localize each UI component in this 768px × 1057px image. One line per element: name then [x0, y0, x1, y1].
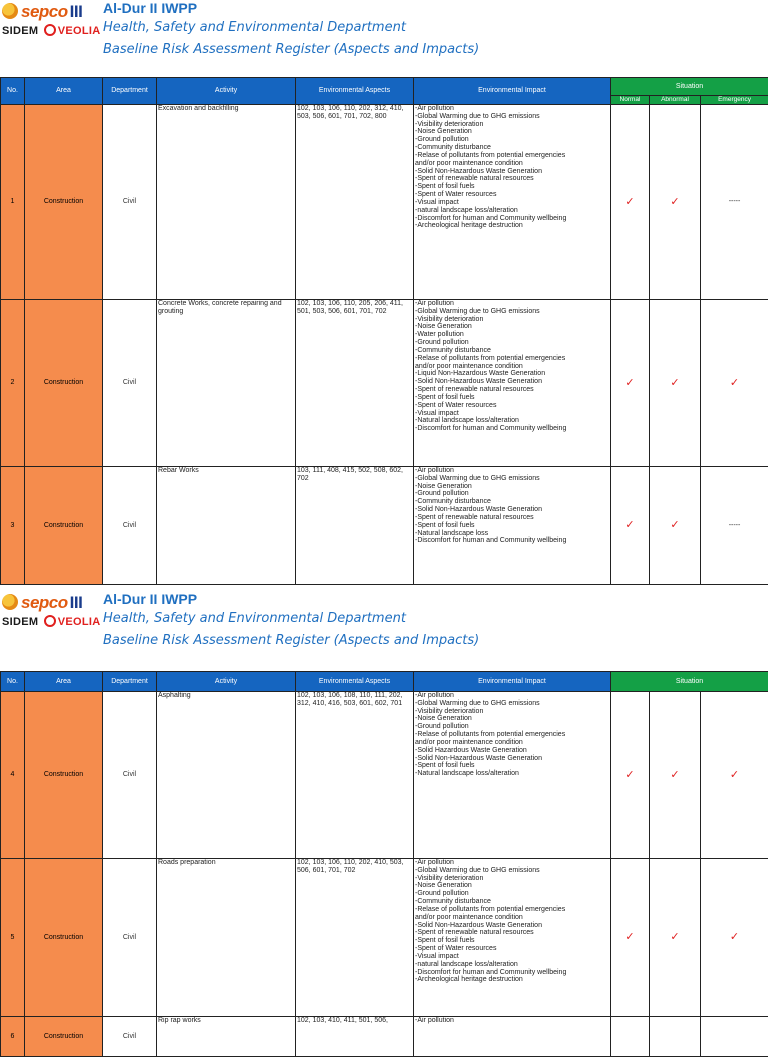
table-row	[1, 692, 768, 859]
abnormal-situation-cell: ✓	[650, 859, 701, 1017]
table-row	[1, 859, 768, 1017]
activity-cell: Asphalting	[157, 692, 296, 859]
impact-cell	[414, 105, 611, 300]
impact-line: -Ground pollution	[415, 723, 610, 731]
row-number: 1	[1, 105, 25, 300]
col-area: Area	[25, 672, 103, 692]
sun-icon	[2, 3, 18, 19]
impact-line: -Visual impact	[415, 410, 610, 418]
aspects-cell: 102, 103, 106, 108, 110, 111, 202, 312, 410, 416, 503, 601, 602, 701	[296, 692, 414, 859]
normal-situation-cell	[611, 1017, 650, 1057]
col-emergency: Emergency	[701, 96, 768, 105]
impact-line: -Discomfort for human and Community wellbeing	[415, 969, 610, 977]
table-row	[1, 300, 768, 467]
normal-situation-cell: ✓	[611, 692, 650, 859]
impact-line: -Relase of pollutants from potential emergencies	[415, 152, 610, 160]
col-normal: Normal	[611, 96, 650, 105]
table-row	[1, 105, 768, 300]
impact-line: -Air pollution	[415, 692, 610, 700]
impact-line: -Visual impact	[415, 953, 610, 961]
impact-line: -Spent of renewable natural resources	[415, 386, 610, 394]
impact-line: -Noise Generation	[415, 323, 610, 331]
abnormal-situation-cell: ✓	[650, 105, 701, 300]
impact-line: -Ground pollution	[415, 490, 610, 498]
row-number: 5	[1, 859, 25, 1017]
impact-line: -Ground pollution	[415, 339, 610, 347]
row-number: 2	[1, 300, 25, 467]
impact-line: -Spent of Water resources	[415, 945, 610, 953]
impact-line: -Solid Non-Hazardous Waste Generation	[415, 922, 610, 930]
table-row	[1, 467, 768, 585]
emergency-situation-cell: -----	[701, 105, 768, 300]
impact-cell	[414, 859, 611, 1017]
normal-situation-cell: ✓	[611, 467, 650, 585]
department-cell: Civil	[103, 692, 157, 859]
impact-line: and/or poor maintenance condition	[415, 160, 610, 168]
area-cell: Construction	[25, 467, 103, 585]
impact-line: -Relase of pollutants from potential emergencies	[415, 906, 610, 914]
abnormal-situation-cell: ✓	[650, 467, 701, 585]
impact-line: -Global Warming due to GHG emissions	[415, 475, 610, 483]
impact-line: -Community disturbance	[415, 898, 610, 906]
department-cell: Civil	[103, 300, 157, 467]
impact-line: -Air pollution	[415, 859, 610, 867]
aspects-cell: 102, 103, 106, 110, 202, 312, 410, 503, 506, 601, 701, 702, 800	[296, 105, 414, 300]
impact-line: and/or poor maintenance condition	[415, 739, 610, 747]
page-header-1	[0, 0, 768, 62]
row-number: 6	[1, 1017, 25, 1057]
table-row	[1, 1017, 768, 1057]
impact-line: -Ground pollution	[415, 136, 610, 144]
abnormal-situation-cell: ✓	[650, 692, 701, 859]
impact-line: -Liquid Non-Hazardous Waste Generation	[415, 370, 610, 378]
impact-cell	[414, 692, 611, 859]
impact-line: -Solid Hazardous Waste Generation	[415, 747, 610, 755]
impact-line: -Spent of renewable natural resources	[415, 175, 610, 183]
sepco-logo: sepco III	[2, 2, 82, 22]
activity-cell: Rebar Works	[157, 467, 296, 585]
impact-line: -Air pollution	[415, 300, 610, 308]
col-activity: Activity	[157, 672, 296, 692]
area-cell: Construction	[25, 105, 103, 300]
activity-cell: Excavation and backfilling	[157, 105, 296, 300]
sepco-logo: sepco III	[2, 593, 82, 613]
impact-line: -Natural landscape loss/alteration	[415, 770, 610, 778]
department-cell: Civil	[103, 467, 157, 585]
impact-line: -Relase of pollutants from potential emergencies	[415, 731, 610, 739]
impact-line: -Visibility deterioration	[415, 875, 610, 883]
sun-icon	[2, 594, 18, 610]
area-cell: Construction	[25, 300, 103, 467]
department-cell: Civil	[103, 1017, 157, 1057]
impact-line: and/or poor maintenance condition	[415, 363, 610, 371]
col-aspects: Environmental Aspects	[296, 672, 414, 692]
impact-line: -Noise Generation	[415, 882, 610, 890]
impact-line: -Community disturbance	[415, 498, 610, 506]
veolia-ring-icon	[44, 24, 56, 36]
register-table-2	[0, 671, 768, 1057]
impact-line: -Spent of fosil fuels	[415, 183, 610, 191]
normal-situation-cell: ✓	[611, 300, 650, 467]
impact-line: -Archeological heritage destruction	[415, 222, 610, 230]
activity-cell: Roads preparation	[157, 859, 296, 1017]
impact-line: -Visibility deterioration	[415, 708, 610, 716]
aspects-cell: 102, 103, 410, 411, 501, 506,	[296, 1017, 414, 1057]
register-table-1	[0, 77, 768, 585]
col-abnormal: Abnormal	[650, 96, 701, 105]
impact-line: -Air pollution	[415, 1017, 610, 1025]
page-header-2	[0, 591, 768, 653]
col-situation: Situation	[611, 672, 768, 692]
impact-line: -Global Warming due to GHG emissions	[415, 113, 610, 121]
impact-line: -Noise Generation	[415, 715, 610, 723]
impact-line: -Spent of fosil fuels	[415, 522, 610, 530]
row-number: 3	[1, 467, 25, 585]
impact-line: -Natural landscape loss/alteration	[415, 417, 610, 425]
aspects-cell: 102, 103, 106, 110, 205, 206, 411, 501, 503, 506, 601, 701, 702	[296, 300, 414, 467]
col-department: Department	[103, 78, 157, 105]
impact-line: -Discomfort for human and Community wellbeing	[415, 537, 610, 545]
sidem-veolia-logo: SIDEM VEOLIA	[2, 615, 100, 628]
col-no: No.	[1, 78, 25, 105]
impact-line: -Water pollution	[415, 331, 610, 339]
area-cell: Construction	[25, 1017, 103, 1057]
normal-situation-cell: ✓	[611, 859, 650, 1017]
impact-line: -Visibility deterioration	[415, 316, 610, 324]
aspects-cell: 103, 111, 408, 415, 502, 508, 602, 702	[296, 467, 414, 585]
aspects-cell: 102, 103, 106, 110, 202, 410, 503, 506, 601, 701, 702	[296, 859, 414, 1017]
emergency-situation-cell: ✓	[701, 300, 768, 467]
col-situation: Situation	[611, 78, 768, 96]
impact-line: -natural landscape loss/alteration	[415, 207, 610, 215]
impact-cell	[414, 1017, 611, 1057]
impact-line: -Solid Non-Hazardous Waste Generation	[415, 378, 610, 386]
col-area: Area	[25, 78, 103, 105]
impact-line: -Global Warming due to GHG emissions	[415, 867, 610, 875]
veolia-ring-icon	[44, 615, 56, 627]
impact-line: -Noise Generation	[415, 128, 610, 136]
impact-line: and/or poor maintenance condition	[415, 914, 610, 922]
area-cell: Construction	[25, 859, 103, 1017]
impact-cell	[414, 467, 611, 585]
col-department: Department	[103, 672, 157, 692]
col-no: No.	[1, 672, 25, 692]
department-title: Health, Safety and Environmental Department	[103, 611, 406, 626]
emergency-situation-cell: -----	[701, 467, 768, 585]
impact-line: -Air pollution	[415, 467, 610, 475]
impact-line: -Spent of fosil fuels	[415, 937, 610, 945]
register-title: Baseline Risk Assessment Register (Aspects and Impacts)	[103, 42, 479, 57]
impact-cell	[414, 300, 611, 467]
department-title: Health, Safety and Environmental Department	[103, 20, 406, 35]
abnormal-situation-cell	[650, 1017, 701, 1057]
impact-line: -Community disturbance	[415, 347, 610, 355]
activity-cell: Concrete Works, concrete repairing and grouting	[157, 300, 296, 467]
impact-line: -Ground pollution	[415, 890, 610, 898]
impact-line: -Solid Non-Hazardous Waste Generation	[415, 168, 610, 176]
impact-line: -Solid Non-Hazardous Waste Generation	[415, 506, 610, 514]
abnormal-situation-cell: ✓	[650, 300, 701, 467]
impact-line: -Noise Generation	[415, 483, 610, 491]
row-number: 4	[1, 692, 25, 859]
impact-line: -Visibility deterioration	[415, 121, 610, 129]
impact-line: -Discomfort for human and Community wellbeing	[415, 425, 610, 433]
sidem-veolia-logo: SIDEM VEOLIA	[2, 24, 100, 37]
activity-cell: Rip rap works	[157, 1017, 296, 1057]
impact-line: -Air pollution	[415, 105, 610, 113]
register-title: Baseline Risk Assessment Register (Aspects and Impacts)	[103, 633, 479, 648]
impact-line: -Spent of fosil fuels	[415, 394, 610, 402]
impact-line: -Spent of fosil fuels	[415, 762, 610, 770]
project-title: Al-Dur II IWPP	[103, 591, 197, 607]
impact-line: -Natural landscape loss	[415, 530, 610, 538]
impact-line: -Spent of Water resources	[415, 191, 610, 199]
impact-line: -Archeological heritage destruction	[415, 976, 610, 984]
normal-situation-cell: ✓	[611, 105, 650, 300]
department-cell: Civil	[103, 105, 157, 300]
impact-line: -Spent of renewable natural resources	[415, 514, 610, 522]
emergency-situation-cell	[701, 1017, 768, 1057]
impact-line: -Community disturbance	[415, 144, 610, 152]
emergency-situation-cell: ✓	[701, 859, 768, 1017]
impact-line: -Global Warming due to GHG emissions	[415, 700, 610, 708]
department-cell: Civil	[103, 859, 157, 1017]
col-impact: Environmental Impact	[414, 78, 611, 105]
project-title: Al-Dur II IWPP	[103, 0, 197, 16]
impact-line: -Solid Non-Hazardous Waste Generation	[415, 755, 610, 763]
impact-line: -Spent of renewable natural resources	[415, 929, 610, 937]
impact-line: -Spent of Water resources	[415, 402, 610, 410]
impact-line: -natural landscape loss/alteration	[415, 961, 610, 969]
impact-line: -Relase of pollutants from potential emergencies	[415, 355, 610, 363]
col-aspects: Environmental Aspects	[296, 78, 414, 105]
area-cell: Construction	[25, 692, 103, 859]
col-impact: Environmental Impact	[414, 672, 611, 692]
emergency-situation-cell: ✓	[701, 692, 768, 859]
impact-line: -Visual impact	[415, 199, 610, 207]
col-activity: Activity	[157, 78, 296, 105]
impact-line: -Global Warming due to GHG emissions	[415, 308, 610, 316]
impact-line: -Discomfort for human and Community wellbeing	[415, 215, 610, 223]
